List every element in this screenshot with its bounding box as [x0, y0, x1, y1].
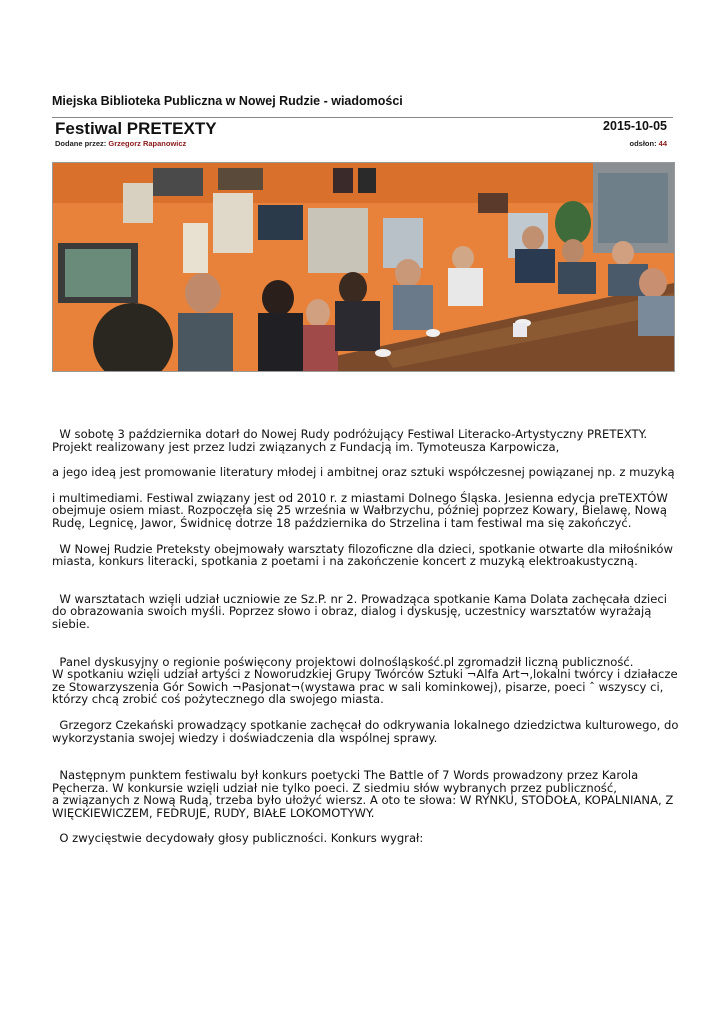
article-body — [52, 428, 682, 845]
paragraph-heritage: Grzegorz Czekański prowadzący spotkanie zachęcał do odkrywania lokalnego dziedzictwa kulturowego, do wykorzystania swojej wiedzy i doświadczenia dla wspólnej sprawy. — [52, 717, 683, 745]
paragraph-idea: a jego ideą jest promowanie literatury młodej i ambitnej oraz sztuki współczesnej powiązanej np. z muzyką — [52, 465, 675, 480]
paragraph-intro: W sobotę 3 października dotarł do Nowej Rudy podróżujący Festiwal Literacko-Artystyczny PRETEXTY. Projekt realizowany jest przez ludzi związanych z Fundacją im. Tymoteusza Karpowicza, — [52, 427, 651, 454]
views-label: odsłon: — [629, 139, 657, 148]
paragraph-program: W Nowej Rudzie Preteksty obejmowały warsztaty filozoficzne dla dzieci, spotkanie otwarte dla miłośników miasta, konkurs literacki, spotkania z poetami i na zakończenie koncert z muzyką elektroakustyczną. — [52, 541, 677, 569]
paragraph-contest: Następnym punktem festiwalu był konkurs poetycki The Battle of 7 Words prowadzony przez Karola Pęcherza. W konkursie wzięli udział nie tylko poeci. Z siedmiu słów wybranych przez publiczność, a związanych z Nową Rudą, trzeba było ułożyć wiersz. A oto te słowa: W RYNKU, STODOŁA, KOPALNIANA, Z WIĘCKIEWICZEM, FEDRUJE, RUDY, BIAŁE LOKOMOTYWY. — [52, 768, 674, 820]
site-title: Miejska Biblioteka Publiczna w Nowej Rudzie - wiadomości — [52, 94, 403, 108]
article-title: Festiwal PRETEXTY — [55, 119, 217, 138]
views-counter — [629, 139, 667, 148]
author-label: Dodane przez: — [55, 139, 107, 148]
author-line — [55, 139, 186, 148]
article-date: 2015-10-05 — [603, 119, 667, 133]
author-name[interactable]: Grzegorz Rapanowicz — [108, 139, 187, 148]
paragraph-winner: O zwycięstwie decydowały głosy publiczności. Konkurs wygrał: — [52, 831, 424, 846]
views-count: 44 — [658, 139, 667, 148]
article-photo — [52, 162, 675, 372]
paragraph-panel: Panel dyskusyjny o regionie poświęcony projektowi dolnośląskość.pl zgromadził liczną publiczność. W spotkaniu wzięli udział artyści z Noworudzkiej Grupy Twórców Sztuki ¬Alfa Art¬,lokalni twórcy i działacze ze Stowarzyszenia Gór Sowich ¬Pasjonat¬(wystawa prac w sali kominkowej), pisarze, poeci ˆ wszyscy ci, którzy chcą zrobić coś pożytecznego dla swojego miasta. — [52, 654, 678, 707]
header-divider — [52, 117, 673, 118]
meeting-photo-illustration — [53, 163, 674, 371]
paragraph-workshops: W warsztatach wzięli udział uczniowie ze Sz.P. nr 2. Prowadząca spotkanie Kama Dolata zachęcała dzieci do obrazowania swoich myśli. Poprzez słowo i obraz, dialog i dyskusję, uczestnicy warsztatów wyrażają siebie. — [52, 591, 671, 631]
paragraph-multimedia: i multimediami. Festiwal związany jest od 2010 r. z miastami Dolnego Śląska. Jesienna edycja preTEXTÓW obejmuje osiem miast. Rozpoczęła się 25 września w Wałbrzychu, później poprzez Kowary, Bielawę, Nową Rudę, Legnicę, Jawor, Świdnicę dotrze 18 października do Strzelina i tam festiwal ma się zakończyć. — [52, 490, 672, 530]
